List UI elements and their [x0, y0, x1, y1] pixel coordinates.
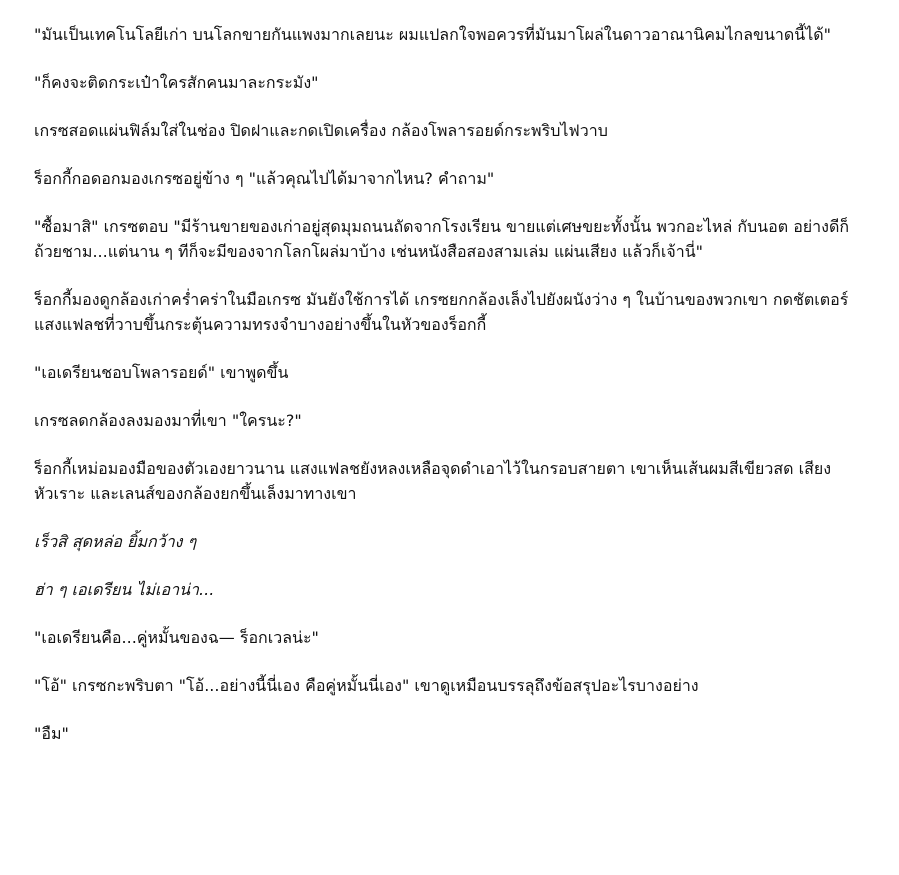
- paragraph-13: "โอ้" เกรซกะพริบตา "โอ้...อย่างนี้นี่เอง คือคู่หมั้นนี่เอง" เขาดูเหมือนบรรลุถึงข้อสรุปอะไรบางอย่าง: [34, 676, 699, 695]
- paragraph-9: ร็อกกี้เหม่อมองมือของตัวเองยาวนาน แสงแฟลชยังหลงเหลือจุดดำเอาไว้ในกรอบสายตา เขาเห็นเส้นผมสีเขียวสด เสียงหัวเราะ และเลนส์ของกล้องยกขึ้นเล็งมาทางเขา: [34, 459, 832, 503]
- paragraph-12: "เอเดรียนคือ...คู่หมั้นของฉ— ร็อกเวลน่ะ": [34, 628, 319, 647]
- paragraph-8: เกรซลดกล้องลงมองมาที่เขา "ใครนะ?": [34, 411, 302, 430]
- paragraph-11-italic: ฮ่า ๆ เอเดรียน ไม่เอาน่า...: [34, 580, 215, 599]
- paragraph-3: เกรซสอดแผ่นฟิล์มใส่ในช่อง ปิดฝาและกดเปิดเครื่อง กล้องโพลารอยด์กระพริบไฟวาบ: [34, 121, 608, 140]
- paragraph-7: "เอเดรียนชอบโพลารอยด์" เขาพูดขึ้น: [34, 363, 289, 382]
- paragraph-1: "มันเป็นเทคโนโลยีเก่า บนโลกขายกันแพงมากเลยนะ ผมแปลกใจพอควรที่มันมาโผล่ในดาวอาณานิคมไกลขนาดนี้ได้": [34, 25, 831, 44]
- paragraph-6: ร็อกกี้มองดูกล้องเก่าคร่ำคร่าในมือเกรซ มันยังใช้การได้ เกรซยกกล้องเล็งไปยังผนังว่าง ๆ ในบ้านของพวกเขา กดชัตเตอร์ แสงแฟลชที่วาบขึ้นกระตุ้นความทรงจำบางอย่างขึ้นในหัวของร็อกกี้: [34, 290, 849, 334]
- paragraph-2: "ก็คงจะติดกระเป๋าใครสักคนมาละกระมัง": [34, 73, 319, 92]
- paragraph-4: ร็อกกี้กอดอกมองเกรซอยู่ข้าง ๆ "แล้วคุณไปได้มาจากไหน? คำถาม": [34, 169, 495, 188]
- paragraph-10-italic: เร็วสิ สุดหล่อ ยิ้มกว้าง ๆ: [34, 532, 197, 551]
- paragraph-14: "อืม": [34, 724, 69, 743]
- paragraph-5: "ซื้อมาสิ" เกรซตอบ "มีร้านขายของเก่าอยู่สุดมุมถนนถัดจากโรงเรียน ขายแต่เศษขยะทั้งนั้น พวกอะไหล่ กับนอต อย่างดีก็ถ้วยชาม...แต่นาน ๆ ทีก็จะมีของจากโลกโผล่มาบ้าง เช่นหนังสือสองสามเล่ม แผ่นเสียง แล้วก็เจ้านี่": [34, 217, 850, 261]
